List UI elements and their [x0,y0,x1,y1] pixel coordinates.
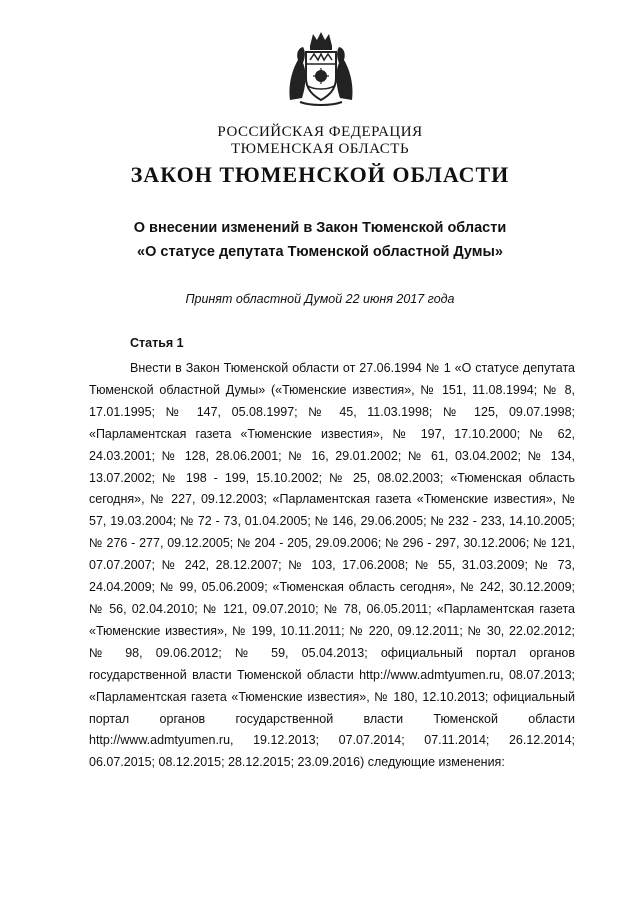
adoption-date: Принят областной Думой 22 июня 2017 года [185,292,455,306]
article-body: Внести в Закон Тюменской области от 27.06.1994 № 1 «О статусе депутата Тюменской областной Думы» («Тюменские известия», № 151, 11.08.1994; № 8, 17.01.1995; № 147, 05.08.1997; № 45, 11.03.1998; № 125, 09.07.1998; «Парламентская газета «Тюменские известия», № 197, 17.10.2000; № 62, 24.03.2001; № 128, 28.06.2001; № 16, 29.01.2002; № 61, 03.04.2002; № 134, 13.07.2002; № 198 - 199, 15.10.2002; № 25, 08.02.2003; «Тюменская область сегодня», № 227, 09.12.2003; «Парламентская газета «Тюменские известия», № 57, 19.03.2004; № 72 - 73, 01.04.2005; № 146, 29.06.2005; № 232 - 233, 14.10.2005; № 276 - 277, 09.12.2005; № 204 - 205, 29.09.2006; № 296 - 297, 30.12.2006; № 121, 07.07.2007; № 242, 28.12.2007; № 103, 17.06.2008; № 55, 31.03.2009; № 73, 24.04.2009; № 99, 05.06.2009; «Тюменская область сегодня», № 242, 30.12.2009; № 56, 02.04.2010; № 121, 09.07.2010; № 78, 06.05.2011; «Парламентская газета «Тюменские известия», № 199, 10.11.2011; № 220, 09.12.2011; № 30, 22.02.2012; № 98, 09.06.2012; № 59, 05.04.2013; официальный портал органов государственной власти Тюменской области http://www.admtyumen.ru, 08.07.2013; «Парламентская газета «Тюменские известия», № 180, 12.10.2013; официальный портал органов государственной власти Тюменской области http://www.admtyumen.ru, 19.12.2013; 07.07.2014; 07.11.2014; 26.12.2014; 06.07.2015; 08.12.2015; 28.12.2015; 23.09.2016) следующие изменения: [89,361,575,770]
law-title: ЗАКОН ТЮМЕНСКОЙ ОБЛАСТИ [130,162,510,187]
article-heading: Статья 1 [130,336,184,350]
region-title: ТЮМЕНСКАЯ ОБЛАСТЬ [230,141,410,157]
coat-of-arms-icon [286,30,356,108]
federation-title: РОССИЙСКАЯ ФЕДЕРАЦИЯ [217,124,423,140]
subject-line-1: О внесении изменений в Закон Тюменской области [133,220,507,236]
subject-line-2: «О статусе депутата Тюменской областной Думы» [137,244,503,260]
